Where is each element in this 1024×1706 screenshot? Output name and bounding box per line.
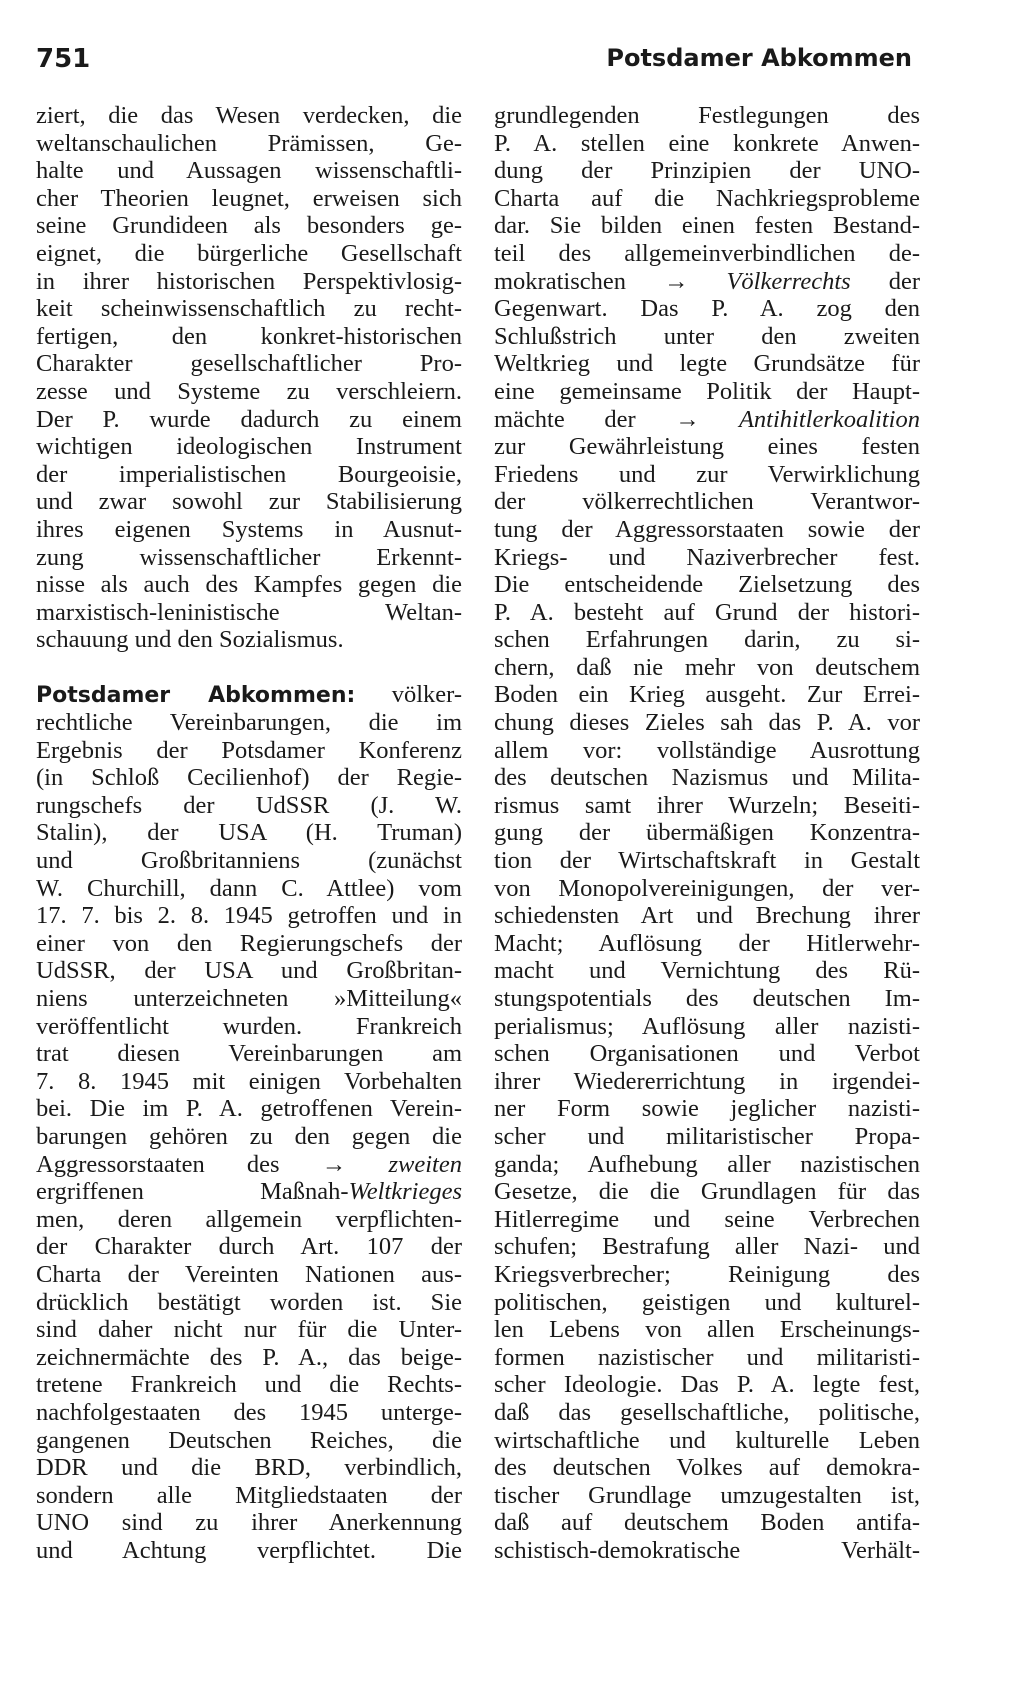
text-line [36, 957, 462, 985]
text-run: 7. 8. 1945 mit einigen Vorbehalten [36, 1067, 462, 1095]
text-run: von Monopolvereinigungen, der ver- [494, 874, 920, 902]
text-line [494, 1095, 920, 1123]
text-run: tion der Wirtschaftskraft in Gestalt [494, 847, 920, 875]
text-line [494, 875, 920, 903]
text-line [494, 737, 920, 765]
text-line [494, 792, 920, 820]
text-run: len Lebens von allen Erscheinungs- [494, 1316, 920, 1344]
text-line [36, 1537, 462, 1565]
text-line [494, 1427, 920, 1455]
text-line [36, 185, 462, 213]
text-line [36, 1454, 462, 1482]
text-run: ganda; Aufhebung aller nazistischen [494, 1150, 920, 1178]
cross-reference: Antihitlerkoalition [699, 405, 920, 433]
cross-reference: Weltkrieges [348, 1178, 462, 1206]
text-run: scher und militaristischer Propa- [494, 1122, 920, 1150]
text-run: tretene Frankreich und die Rechts- [36, 1371, 462, 1399]
text-line [494, 1482, 920, 1510]
text-run: politischen, geistigen und kulturel- [494, 1288, 920, 1316]
text-line [494, 819, 920, 847]
text-run: bei. Die im P. A. getroffenen Verein- [36, 1095, 462, 1123]
text-run: schiedensten Art und Brechung ihrer [494, 902, 920, 930]
text-run: daß das gesellschaftliche, politische, [494, 1398, 920, 1426]
text-line [494, 544, 920, 572]
text-line [36, 323, 462, 351]
cross-reference: zweiten [346, 1150, 462, 1178]
text-run: tischer Grundlage umzugestalten ist, [494, 1481, 920, 1509]
text-run: weltanschaulichen Prämissen, Ge- [36, 129, 462, 157]
text-line [494, 1206, 920, 1234]
text-run: tung der Aggressorstaaten sowie der [494, 515, 920, 543]
text-line [36, 1289, 462, 1317]
text-run: der imperialistischen Bourgeoisie, [36, 460, 462, 488]
text-line [36, 378, 462, 406]
text-line [494, 488, 920, 516]
text-run: Schlußstrich unter den zweiten [494, 322, 920, 350]
text-run: und Achtung verpflichtet. Die [36, 1536, 462, 1564]
text-run: stungspotentials des deutschen Im- [494, 985, 920, 1012]
text-line [494, 350, 920, 378]
text-run: zeichnermächte des P. A., das beige- [36, 1343, 462, 1371]
text-line [494, 212, 920, 240]
text-run: Friedens und zur Verwirklichung [494, 460, 920, 488]
text-run: und zwar sowohl zur Stabilisierung [36, 488, 462, 516]
text-run: wirtschaftliche und kulturelle Leben [494, 1426, 920, 1454]
text-run: der völkerrechtlichen Verantwor- [494, 488, 920, 516]
text-line [36, 1123, 462, 1151]
text-line [494, 599, 920, 627]
cross-reference: Völkerrechts [688, 267, 851, 295]
text-line [36, 875, 462, 903]
text-run: gangenen Deutschen Reiches, die [36, 1426, 462, 1454]
text-line [494, 571, 920, 599]
text-run: Weltkrieg und legte Grundsätze für [494, 350, 920, 378]
text-line [36, 1509, 462, 1537]
text-run: ziert, die das Wesen verdecken, die [36, 102, 462, 129]
text-run: der [850, 267, 920, 295]
text-line [494, 930, 920, 958]
text-run: (in Schloß Cecilienhof) der Regie- [36, 764, 462, 792]
text-run: zung wissenschaftlicher Erkennt- [36, 543, 462, 571]
text-run: keit scheinwissenschaftlich zu recht- [36, 295, 462, 323]
text-line [36, 1233, 462, 1261]
text-run: perialismus; Auflösung aller nazisti- [494, 1012, 920, 1040]
text-run: dung der Prinzipien der UNO- [494, 157, 920, 185]
text-run: macht und Vernichtung des Rü- [494, 957, 920, 985]
text-line [36, 571, 462, 599]
text-line [36, 1013, 462, 1041]
text-line [36, 1261, 462, 1289]
text-line [36, 406, 462, 434]
text-run: schistisch-demokratische Verhält- [494, 1536, 920, 1564]
text-line [494, 406, 920, 434]
text-line [494, 1537, 920, 1565]
text-line [494, 1040, 920, 1068]
text-line [36, 847, 462, 875]
text-line [36, 544, 462, 572]
text-line [494, 1454, 920, 1482]
text-line [36, 819, 462, 847]
text-run: ner Form sowie jeglicher nazisti- [494, 1095, 920, 1123]
text-line [36, 130, 462, 158]
text-run: des deutschen Volkes auf demokra- [494, 1454, 920, 1482]
text-run: Charta der Vereinten Nationen aus- [36, 1260, 462, 1288]
text-run: grundlegenden Festlegungen des [494, 102, 920, 129]
text-line [36, 930, 462, 958]
text-line [494, 433, 920, 461]
text-run: schen Organisationen und Verbot [494, 1040, 920, 1068]
text-run: P. A. besteht auf Grund der histori- [494, 598, 920, 626]
text-run: der Charakter durch Art. 107 der [36, 1233, 462, 1261]
text-line [36, 295, 462, 323]
text-run: DDR und die BRD, verbindlich, [36, 1454, 462, 1482]
text-run: zesse und Systeme zu verschleiern. [36, 377, 462, 405]
running-head: Potsdamer Abkommen [606, 44, 912, 72]
text-line [36, 1151, 462, 1179]
text-line [494, 268, 920, 296]
text-run: mächte der → [494, 405, 700, 433]
text-run: Kriegsverbrecher; Reinigung des [494, 1260, 920, 1288]
text-line [494, 1316, 920, 1344]
text-line [494, 378, 920, 406]
text-run: und Großbritanniens (zunächst [36, 847, 462, 875]
text-line [36, 1371, 462, 1399]
text-run: Charta auf die Nachkriegsprobleme [494, 184, 920, 212]
text-line [36, 681, 462, 709]
text-line [494, 295, 920, 323]
text-run: rismus samt ihrer Wurzeln; Beseiti- [494, 791, 920, 819]
page-header [36, 44, 912, 84]
text-run: Die entscheidende Zielsetzung des [494, 571, 920, 599]
text-line [494, 1178, 920, 1206]
text-line [494, 1123, 920, 1151]
text-run: schauung und den Sozialismus. [36, 626, 344, 654]
text-line [36, 1344, 462, 1372]
text-line [494, 654, 920, 682]
text-run: zur Gewährleistung eines festen [494, 433, 920, 461]
text-run: Charakter gesellschaftlicher Pro- [36, 350, 462, 378]
text-line [36, 157, 462, 185]
text-line [36, 902, 462, 930]
text-run: Der P. wurde dadurch zu einem [36, 405, 462, 433]
text-line [494, 516, 920, 544]
text-line [494, 985, 920, 1013]
text-line [494, 847, 920, 875]
text-line [36, 792, 462, 820]
text-line [494, 709, 920, 737]
text-run: Ergebnis der Potsdamer Konferenz [36, 736, 462, 764]
text-line [36, 1206, 462, 1234]
text-run: 17. 7. bis 2. 8. 1945 getroffen und in [36, 902, 462, 930]
text-line [36, 1068, 462, 1096]
text-run: men, deren allgemein verpflichten- [36, 1205, 462, 1233]
text-line [494, 323, 920, 351]
text-column-left [36, 102, 462, 1564]
text-column-right [494, 102, 920, 1564]
text-line [36, 1178, 462, 1206]
text-line [494, 764, 920, 792]
text-line [494, 130, 920, 158]
text-run: teil des allgemeinverbindlichen de- [494, 239, 920, 267]
text-run: Stalin), der USA (H. Truman) [36, 819, 462, 847]
text-run: UdSSR, der USA und Großbritan- [36, 957, 462, 985]
text-run: rechtliche Vereinbarungen, die im [36, 709, 462, 737]
text-line [36, 1482, 462, 1510]
text-run: sind daher nicht nur für die Unter- [36, 1316, 462, 1344]
text-run: allem vor: vollständige Ausrottung [494, 736, 920, 764]
text-run: fertigen, den konkret-historischen [36, 322, 462, 350]
text-line [494, 1344, 920, 1372]
text-line [494, 1509, 920, 1537]
text-run: wichtigen ideologischen Instrument [36, 433, 462, 461]
text-line [494, 1151, 920, 1179]
page-number: 751 [36, 44, 91, 74]
text-run: ergriffenen Maßnah- [36, 1178, 349, 1206]
text-line [36, 626, 462, 654]
text-run: barungen gehören zu den gegen die [36, 1122, 462, 1150]
text-run: halte und Aussagen wissenschaftli- [36, 157, 462, 185]
text-run: ihrer Wiedererrichtung in irgendei- [494, 1067, 920, 1095]
text-line [36, 102, 462, 130]
text-line [494, 681, 920, 709]
text-run: rungschefs der UdSSR (J. W. [36, 791, 462, 819]
text-line [36, 268, 462, 296]
text-run: W. Churchill, dann C. Attlee) vom [36, 874, 462, 902]
text-line [494, 1289, 920, 1317]
text-run: niens unterzeichneten »Mitteilung« [36, 985, 462, 1012]
text-line [36, 488, 462, 516]
text-line [494, 1261, 920, 1289]
text-run: Macht; Auflösung der Hitlerwehr- [494, 929, 920, 957]
text-line [494, 1013, 920, 1041]
text-line [36, 1095, 462, 1123]
text-run: in ihrer historischen Perspektivlosig- [36, 267, 462, 295]
paragraph-gap [36, 654, 462, 682]
text-run: nisse als auch des Kampfes gegen die [36, 571, 462, 599]
text-run: dar. Sie bilden einen festen Bestand- [494, 212, 920, 240]
text-run: marxistisch-leninistische Weltan- [36, 598, 462, 626]
text-line [36, 1399, 462, 1427]
text-run: Gesetze, die die Grundlagen für das [494, 1178, 920, 1206]
text-line [36, 737, 462, 765]
text-run: sondern alle Mitgliedstaaten der [36, 1481, 462, 1509]
text-line [36, 433, 462, 461]
text-line [494, 1399, 920, 1427]
text-line [494, 957, 920, 985]
text-line [494, 240, 920, 268]
text-line [494, 102, 920, 130]
text-run: chung dieses Zieles sah das P. A. vor [494, 709, 920, 737]
text-run: ihres eigenen Systems in Ausnut- [36, 515, 462, 543]
text-line [36, 709, 462, 737]
text-run: des deutschen Nazismus und Milita- [494, 764, 920, 792]
text-line [36, 1427, 462, 1455]
text-run: veröffentlicht wurden. Frankreich [36, 1012, 462, 1040]
text-run: schen Erfahrungen darin, zu si- [494, 626, 920, 654]
text-line [36, 985, 462, 1013]
text-line [36, 461, 462, 489]
text-run: chern, daß nie mehr von deutschem [494, 653, 920, 681]
text-run: Kriegs- und Naziverbrecher fest. [494, 543, 920, 571]
text-run: gung der übermäßigen Konzentra- [494, 819, 920, 847]
text-run: eignet, die bürgerliche Gesellschaft [36, 239, 462, 267]
text-line [36, 1316, 462, 1344]
text-run: völker- [355, 681, 462, 709]
text-run: nachfolgestaaten des 1945 unterge- [36, 1398, 462, 1426]
text-line [36, 1040, 462, 1068]
text-line [36, 516, 462, 544]
text-line [36, 212, 462, 240]
text-line [494, 1068, 920, 1096]
entry-headword: Potsdamer Abkommen: [36, 683, 356, 709]
text-line [494, 1233, 920, 1261]
text-run: schufen; Bestrafung aller Nazi- und [494, 1233, 920, 1261]
text-run: mokratischen → [494, 267, 689, 295]
text-run: Gegenwart. Das P. A. zog den [494, 295, 920, 323]
text-run: eine gemeinsame Politik der Haupt- [494, 377, 920, 405]
text-run: daß auf deutschem Boden antifa- [494, 1509, 920, 1537]
text-line [494, 626, 920, 654]
text-run: Aggressorstaaten des → [36, 1150, 347, 1178]
text-run: seine Grundideen als besonders ge- [36, 212, 462, 240]
text-run: drücklich bestätigt worden ist. Sie [36, 1288, 462, 1316]
text-run: trat diesen Vereinbarungen am [36, 1040, 462, 1068]
text-run: formen nazistischer und militaristi- [494, 1343, 920, 1371]
text-line [36, 350, 462, 378]
text-run: Boden ein Krieg ausgeht. Zur Errei- [494, 681, 920, 709]
text-line [494, 1371, 920, 1399]
text-line [36, 764, 462, 792]
text-line [494, 157, 920, 185]
text-line [494, 461, 920, 489]
text-run: Hitlerregime und seine Verbrechen [494, 1205, 920, 1233]
text-line [36, 240, 462, 268]
text-run: UNO sind zu ihrer Anerkennung [36, 1509, 462, 1537]
text-run: cher Theorien leugnet, erweisen sich [36, 184, 462, 212]
text-line [494, 902, 920, 930]
text-line [36, 599, 462, 627]
text-run: scher Ideologie. Das P. A. legte fest, [494, 1371, 920, 1399]
text-line [494, 185, 920, 213]
text-run: P. A. stellen eine konkrete Anwen- [494, 129, 920, 157]
text-run: einer von den Regierungschefs der [36, 929, 462, 957]
